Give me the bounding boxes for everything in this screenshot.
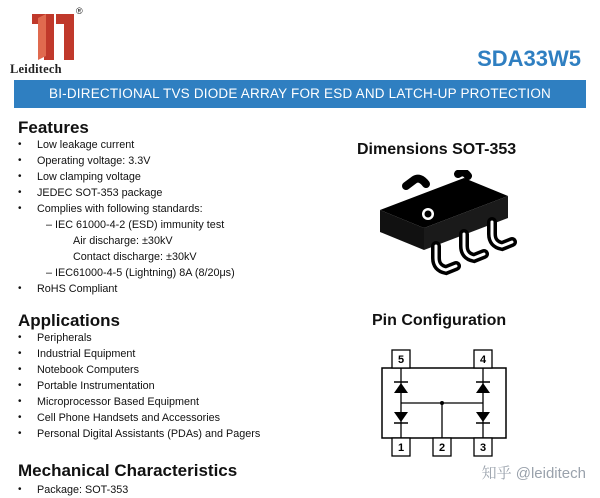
list-item: • Low leakage current: [18, 137, 235, 153]
list-item: • Complies with following standards:: [18, 201, 235, 217]
part-number: SDA33W5: [477, 46, 581, 71]
pin-5-label: 5: [397, 354, 405, 366]
list-item: • Microprocessor Based Equipment: [18, 394, 260, 410]
list-item: • JEDEC SOT-353 package: [18, 185, 235, 201]
list-item: • Cell Phone Handsets and Accessories: [18, 410, 260, 426]
mechanical-list: [18, 482, 128, 498]
trademark-symbol: ®: [76, 6, 83, 16]
list-item: • Peripherals: [18, 330, 260, 346]
pin-configuration-heading: Pin Configuration: [372, 312, 507, 329]
list-subitem: – IEC61000-4-5 (Lightning) 8A (8/20μs): [46, 267, 235, 279]
pin-3-label: 3: [479, 442, 487, 454]
list-item: • Package: SOT-353: [18, 482, 128, 498]
list-subitem: Air discharge: ±30kV: [73, 235, 173, 247]
pin-configuration-diagram: [374, 346, 514, 464]
pin-2-label: 2: [438, 442, 446, 454]
mechanical-heading: Mechanical Characteristics: [18, 461, 238, 480]
brand-name: Leiditech: [10, 62, 62, 76]
list-item: • Portable Instrumentation: [18, 378, 260, 394]
applications-list: [18, 330, 260, 442]
list-item: • Low clamping voltage: [18, 169, 235, 185]
pin-4-label: 4: [479, 354, 487, 366]
features-heading: Features: [18, 118, 89, 137]
applications-heading: Applications: [18, 311, 121, 330]
list-subitem: Contact discharge: ±30kV: [73, 251, 197, 263]
leiditech-logo-icon: [24, 6, 84, 66]
list-subitem: – IEC 61000-4-2 (ESD) immunity test: [46, 219, 225, 231]
title-banner: BI-DIRECTIONAL TVS DIODE ARRAY FOR ESD AND LATCH-UP PROTECTION: [14, 80, 586, 108]
watermark: 知乎 @leiditech: [481, 465, 586, 482]
list-item: • Notebook Computers: [18, 362, 260, 378]
pin-1-label: 1: [397, 442, 405, 454]
sot353-package-illustration: [368, 170, 568, 290]
list-item: • Industrial Equipment: [18, 346, 260, 362]
list-item: • RoHS Compliant: [18, 281, 235, 297]
list-item: • Personal Digital Assistants (PDAs) and Pagers: [18, 426, 260, 442]
features-list: [18, 137, 235, 297]
list-item: • Operating voltage: 3.3V: [18, 153, 235, 169]
dimensions-heading: Dimensions SOT-353: [357, 141, 517, 158]
